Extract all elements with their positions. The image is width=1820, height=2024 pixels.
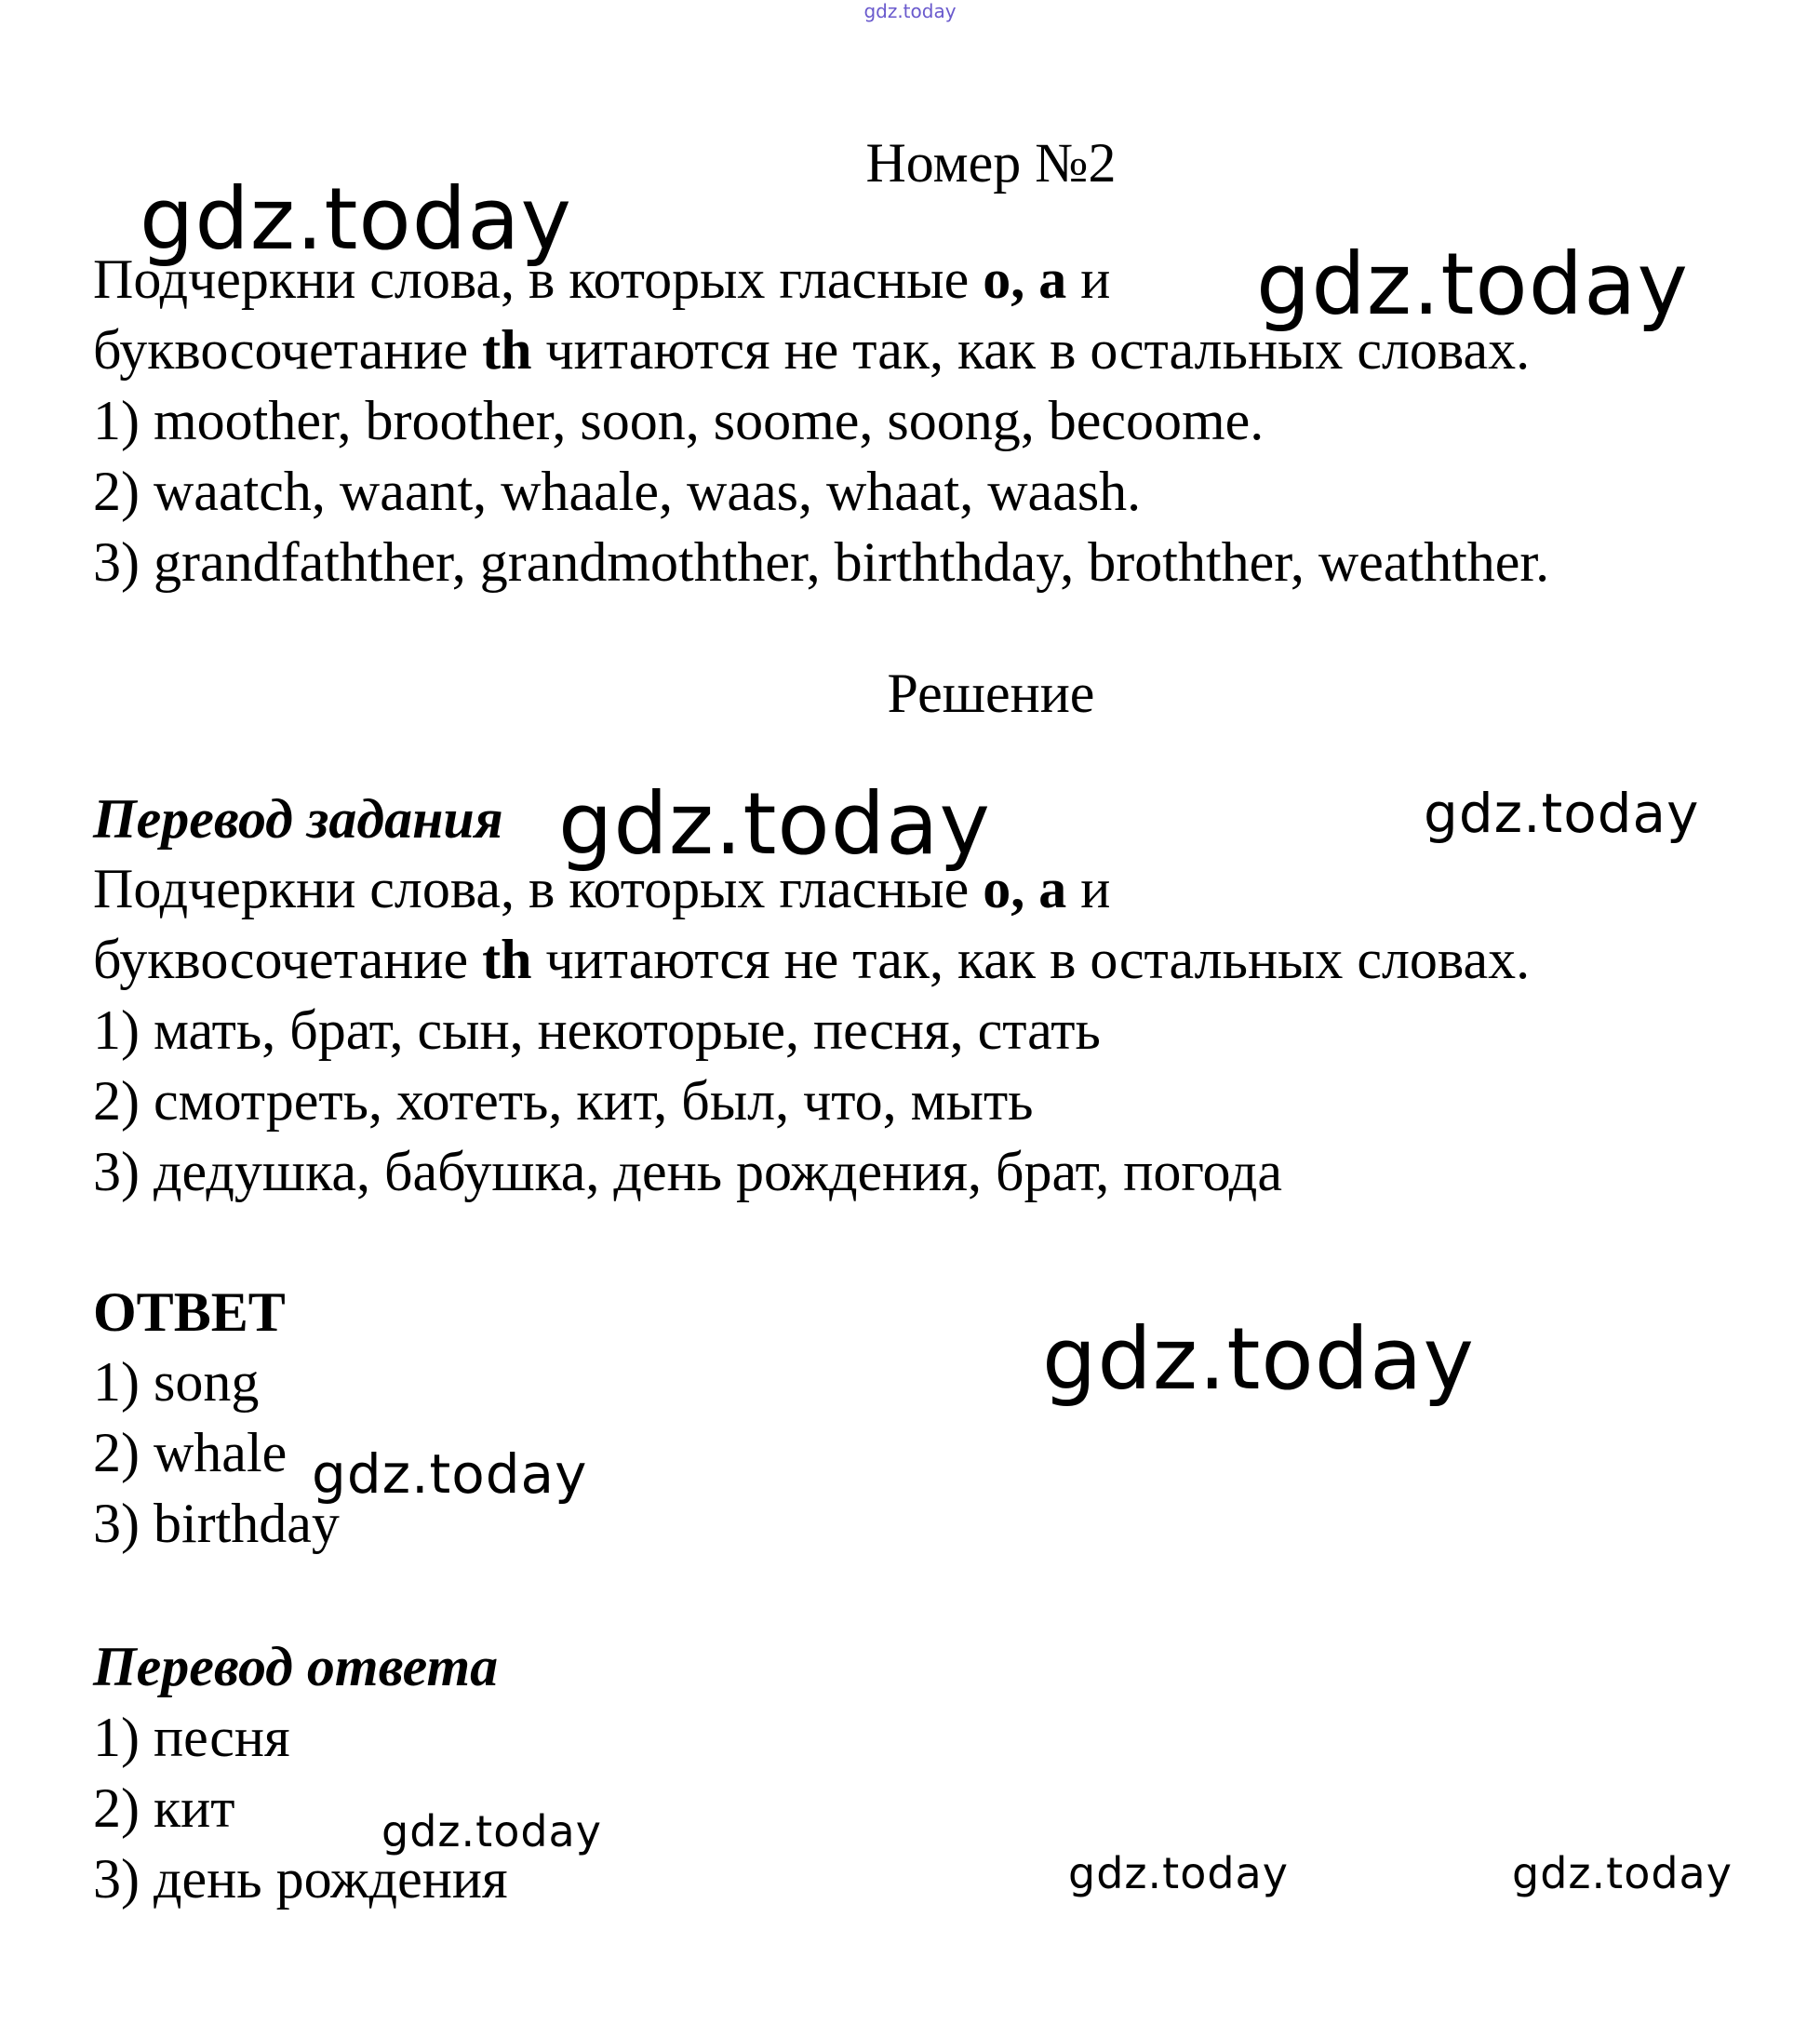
answer-item-1: 1) song — [93, 1351, 260, 1413]
translation-line2-text: буквосочетание — [93, 929, 483, 990]
task-instruction-line1-vowels: о, а — [983, 248, 1067, 310]
translation-heading: Перевод задания — [93, 788, 503, 850]
translation-line1-vowels: о, а — [983, 858, 1067, 919]
task-heading: Номер №2 — [865, 132, 1117, 194]
translation-line1-tail: и — [1066, 858, 1111, 919]
task-instruction-line1-text: Подчеркни слова, в которых гласные — [93, 248, 984, 310]
answer-translation-item-1: 1) песня — [93, 1707, 290, 1768]
answer-heading: ОТВЕТ — [93, 1281, 286, 1343]
task-instruction-line1-tail: и — [1066, 248, 1111, 310]
task-item-2: 2) waatch, waant, whaale, waas, whaat, waash. — [93, 461, 1142, 522]
solution-heading: Решение — [887, 663, 1095, 724]
watermark-4: gdz.today — [1424, 782, 1700, 845]
translation-item-1: 1) мать, брат, сын, некоторые, песня, стать — [93, 999, 1101, 1061]
answer-item-3: 3) birthday — [93, 1493, 340, 1554]
task-item-3: 3) grandfathther, grandmothther, birththday, brothther, weathther. — [93, 531, 1550, 593]
watermark-6: gdz.today — [312, 1442, 588, 1506]
task-instruction-line2-digraph: th — [482, 319, 532, 381]
watermark-8: gdz.today — [1068, 1848, 1289, 1898]
translation-line2-digraph: th — [482, 929, 532, 990]
translation-line2-tail: читаются не так, как в остальных словах. — [531, 929, 1531, 990]
watermark-2: gdz.today — [1256, 235, 1689, 334]
watermark-3: gdz.today — [558, 774, 991, 874]
watermark-5: gdz.today — [1042, 1309, 1475, 1409]
answer-translation-item-3: 3) день рождения — [93, 1848, 508, 1910]
answer-translation-item-2: 2) кит — [93, 1777, 235, 1839]
translation-item-3: 3) дедушка, бабушка, день рождения, брат, погода — [93, 1141, 1282, 1202]
watermark-1: gdz.today — [140, 169, 572, 269]
answer-translation-heading: Перевод ответа — [93, 1636, 499, 1697]
watermark-7: gdz.today — [381, 1806, 602, 1856]
translation-line2 — [93, 927, 1530, 992]
translation-line1-text: Подчеркни слова, в которых гласные — [93, 858, 984, 919]
top-watermark: gdz.today — [863, 0, 957, 22]
task-instruction-line2-text: буквосочетание — [93, 319, 483, 381]
task-instruction-line2-tail: читаются не так, как в остальных словах. — [531, 319, 1531, 381]
translation-item-2: 2) смотреть, хотеть, кит, был, что, мыть — [93, 1070, 1034, 1132]
answer-item-2: 2) whale — [93, 1422, 288, 1483]
watermark-9: gdz.today — [1512, 1848, 1733, 1898]
task-item-1: 1) moother, broother, soon, soome, soong, becoome. — [93, 390, 1265, 451]
